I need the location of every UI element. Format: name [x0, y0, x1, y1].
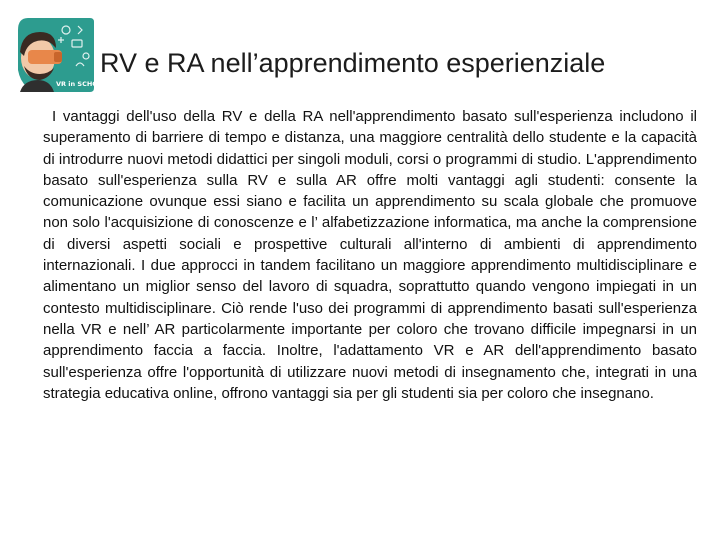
slide-body-text: I vantaggi dell'uso della RV e della RA nell'apprendimento basato sull'esperienza includono il superamento di barriere di tempo e distanza, una maggiore centralità dello studente e la capacità di introdurre nuovi metodi didattici per singoli moduli, corsi o programmi di studio. L'apprendimento basato sull'esperienza sulla RV e sulla AR offre molti vantaggi agli studenti: consente la comunicazione ovunque essi siano e facilita un apprendimento su scala globale che promuove non solo l'acquisizione di conoscenze e l’ alfabetizzazione informatica, ma anche la comprensione di diversi aspetti sociali e prospettive culturali all'interno di ambienti di apprendimento internazionali. I due approcci in tandem facilitano un maggiore apprendimento multidisciplinare e alimentano un miglior senso del lavoro di squadra, soprattutto quando vengono impiegati in un contesto multidisciplinare. Ciò rende l'uso dei programmi di apprendimento basati sull'esperienza nella VR e nell’ AR particolarmente importante per coloro che trovano difficile impegnarsi in un apprendimento faccia a faccia. Inoltre, l'adattamento VR e AR dell'apprendimento basato sull'esperienza offre l'opportunità di utilizzare nuovi metodi di insegnamento che, integrati in una strategia educativa online, offrono vantaggi sia per gli studenti sia per coloro che insegnano.: [43, 108, 697, 402]
vr-school-logo: [14, 14, 108, 94]
svg-text:VR in SCHOOL: VR in SCHOOL: [56, 80, 108, 88]
vr-headset-student-icon: [14, 14, 108, 94]
slide-title: RV e RA nell’apprendimento esperienziale: [100, 48, 606, 78]
